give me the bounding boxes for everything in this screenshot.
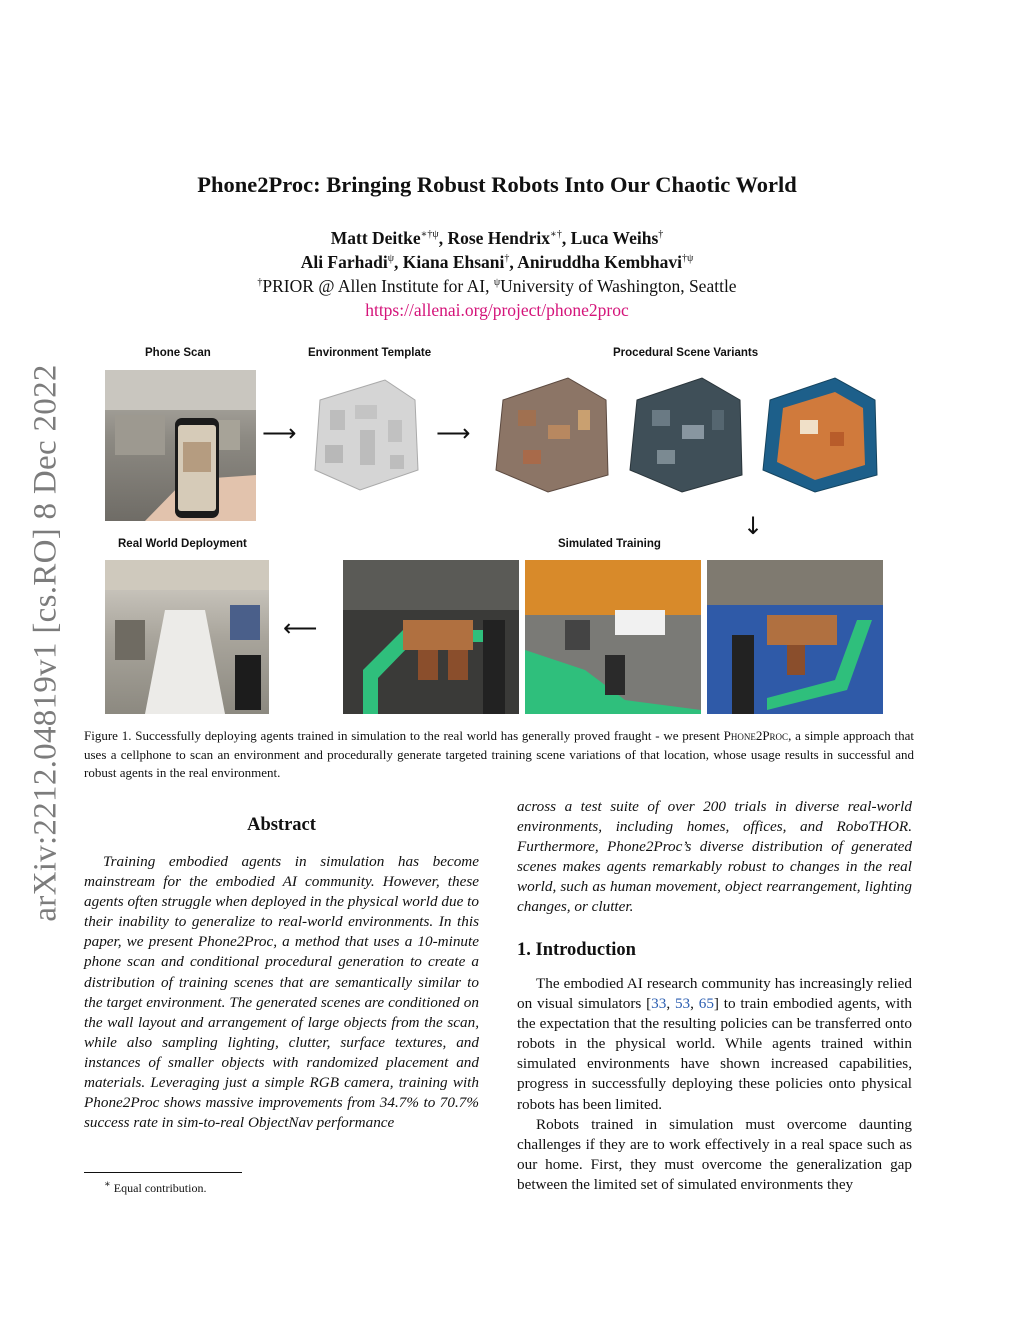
author-marks: ∗†ψ bbox=[420, 229, 439, 241]
affiliation-mark: † bbox=[257, 277, 263, 289]
affiliations bbox=[0, 276, 994, 297]
paper-title: Phone2Proc: Bringing Robust Robots Into Our Chaotic World bbox=[197, 172, 797, 197]
arrow-right-icon: ⟶ bbox=[436, 419, 471, 447]
arrow-left-icon: ⟵ bbox=[283, 614, 318, 642]
project-url-link[interactable]: https://allenai.org/project/phone2proc bbox=[365, 300, 629, 320]
procedural-variant-1 bbox=[488, 370, 618, 495]
figure-1-caption bbox=[84, 727, 914, 783]
procedural-variant-2 bbox=[622, 370, 752, 495]
author-name: Kiana Ehsani bbox=[402, 252, 505, 272]
author-separator: , bbox=[509, 252, 518, 272]
affiliation-mark: ψ bbox=[493, 277, 501, 289]
caption-text: , a simple approach that uses a cellphone to scan an environment and procedurally generate targeted training scene variations of that location, whose usage results in successful and robust agents in the real environment. bbox=[84, 728, 914, 781]
label-environment-template: Environment Template bbox=[308, 347, 432, 359]
footnote bbox=[104, 1179, 206, 1196]
author-separator: , bbox=[438, 228, 448, 248]
citation-link[interactable]: 65 bbox=[698, 995, 714, 1013]
authors-line-1 bbox=[0, 228, 994, 249]
author-marks: † bbox=[658, 229, 664, 241]
footnote-mark: ∗ bbox=[104, 1179, 111, 1190]
footnote-text: Equal contribution. bbox=[110, 1181, 207, 1195]
introduction-paragraph-1: The embodied AI research community has increasingly relied on visual simulators [33, 53, 65] to train embodied agents, with the expectation that the resulting policies can be transferred onto robots in the physical world. While agents trained within simulated environments have shown increased capabilities, progress in successfully deploying these policies onto physical robots has been limited. bbox=[517, 975, 913, 1113]
affiliation-text: University of Washington, Seattle bbox=[500, 276, 737, 296]
author-marks: ∗† bbox=[550, 229, 562, 241]
affiliation-text: PRIOR @ Allen Institute for AI, bbox=[262, 276, 494, 296]
caption-text: Figure 1. Successfully deploying agents trained in simulation to the real world has generally proved fraught - we present bbox=[84, 728, 724, 743]
label-procedural-variants: Procedural Scene Variants bbox=[613, 347, 759, 359]
author-name: Luca Weihs bbox=[570, 228, 659, 248]
procedural-variant-3 bbox=[755, 370, 887, 495]
simulated-training-render-2 bbox=[525, 560, 701, 714]
simulated-training-render-3 bbox=[707, 560, 883, 714]
abstract-continued: across a test suite of over 200 trials in diverse real-world environments, including homes, offices, and RoboTHOR. Furthermore, Phone2Proc’s diverse distribution of generated scenes makes agents remarkably robust to changes in the real world, such as human movement, object rearrangement, lighting changes, or clutter. bbox=[517, 798, 912, 916]
simulated-training-render-1 bbox=[343, 560, 519, 714]
arxiv-identifier: arXiv:2212.04819v1 [cs.RO] 8 Dec 2022 bbox=[27, 364, 64, 922]
citation-link[interactable]: 53 bbox=[674, 995, 691, 1013]
author-separator: , bbox=[393, 252, 403, 272]
paragraph-text: The embodied AI research community has increasingly relied on visual simulators [ bbox=[517, 975, 912, 1013]
arrow-down-icon: ↓ bbox=[743, 512, 764, 540]
abstract-body: Training embodied agents in simulation has become mainstream for the embodied AI community. However, these agents often struggle when deployed in the physical world due to their inability to generalize to real-world environments. In this paper, we present Phone2Proc, a method that uses a 10-minute phone scan and conditional procedural generation to create a distribution of training scenes that are semantically similar to the target environment. The generated scenes are conditioned on the wall layout and arrangement of large objects from the scan, while also sampling lighting, clutter, surface textures, and instances of smaller objects with randomized placement and materials. Leveraging just a simple RGB camera, training with Phone2Proc shows massive improvements from 34.7% to 70.7% success rate in sim-to-real ObjectNav performance bbox=[84, 853, 479, 1132]
citation-link[interactable]: 33 bbox=[651, 995, 667, 1013]
author-marks: † bbox=[504, 253, 510, 265]
author-marks: ψ bbox=[387, 253, 394, 265]
author-name: Rose Hendrix bbox=[447, 228, 551, 248]
author-name: Matt Deitke bbox=[330, 228, 421, 248]
author-separator: , bbox=[561, 228, 571, 248]
introduction-heading: 1. Introduction bbox=[517, 940, 636, 960]
paragraph-text: ] to train embodied agents, with the expectation that the resulting policies can be transferred onto robots in the physical world. While agents trained within simulated environments have shown increased capabilities, progress in successfully deploying these policies onto physical robots has been limited. bbox=[517, 995, 913, 1113]
introduction-paragraph-2: Robots trained in simulation must overcome daunting challenges if they are to work effectively in a real space such as our home. First, they must overcome the generalization gap between the limited set of simulated environments they bbox=[517, 1116, 912, 1194]
authors-line-2 bbox=[0, 252, 994, 273]
environment-template-render bbox=[300, 370, 430, 495]
arrow-right-icon: ⟶ bbox=[262, 419, 297, 447]
author-marks: †ψ bbox=[682, 253, 694, 265]
author-name: Ali Farhadi bbox=[300, 252, 388, 272]
phone-scan-photo bbox=[105, 370, 256, 521]
label-simulated-training: Simulated Training bbox=[558, 538, 661, 550]
label-real-world-deployment: Real World Deployment bbox=[118, 538, 247, 550]
author-name: Aniruddha Kembhavi bbox=[517, 252, 683, 272]
abstract-heading: Abstract bbox=[247, 815, 316, 835]
footnote-rule bbox=[84, 1172, 242, 1173]
label-phone-scan: Phone Scan bbox=[145, 347, 211, 359]
caption-method-name: Phone2Proc bbox=[723, 728, 789, 743]
real-world-deployment-photo bbox=[105, 560, 269, 714]
